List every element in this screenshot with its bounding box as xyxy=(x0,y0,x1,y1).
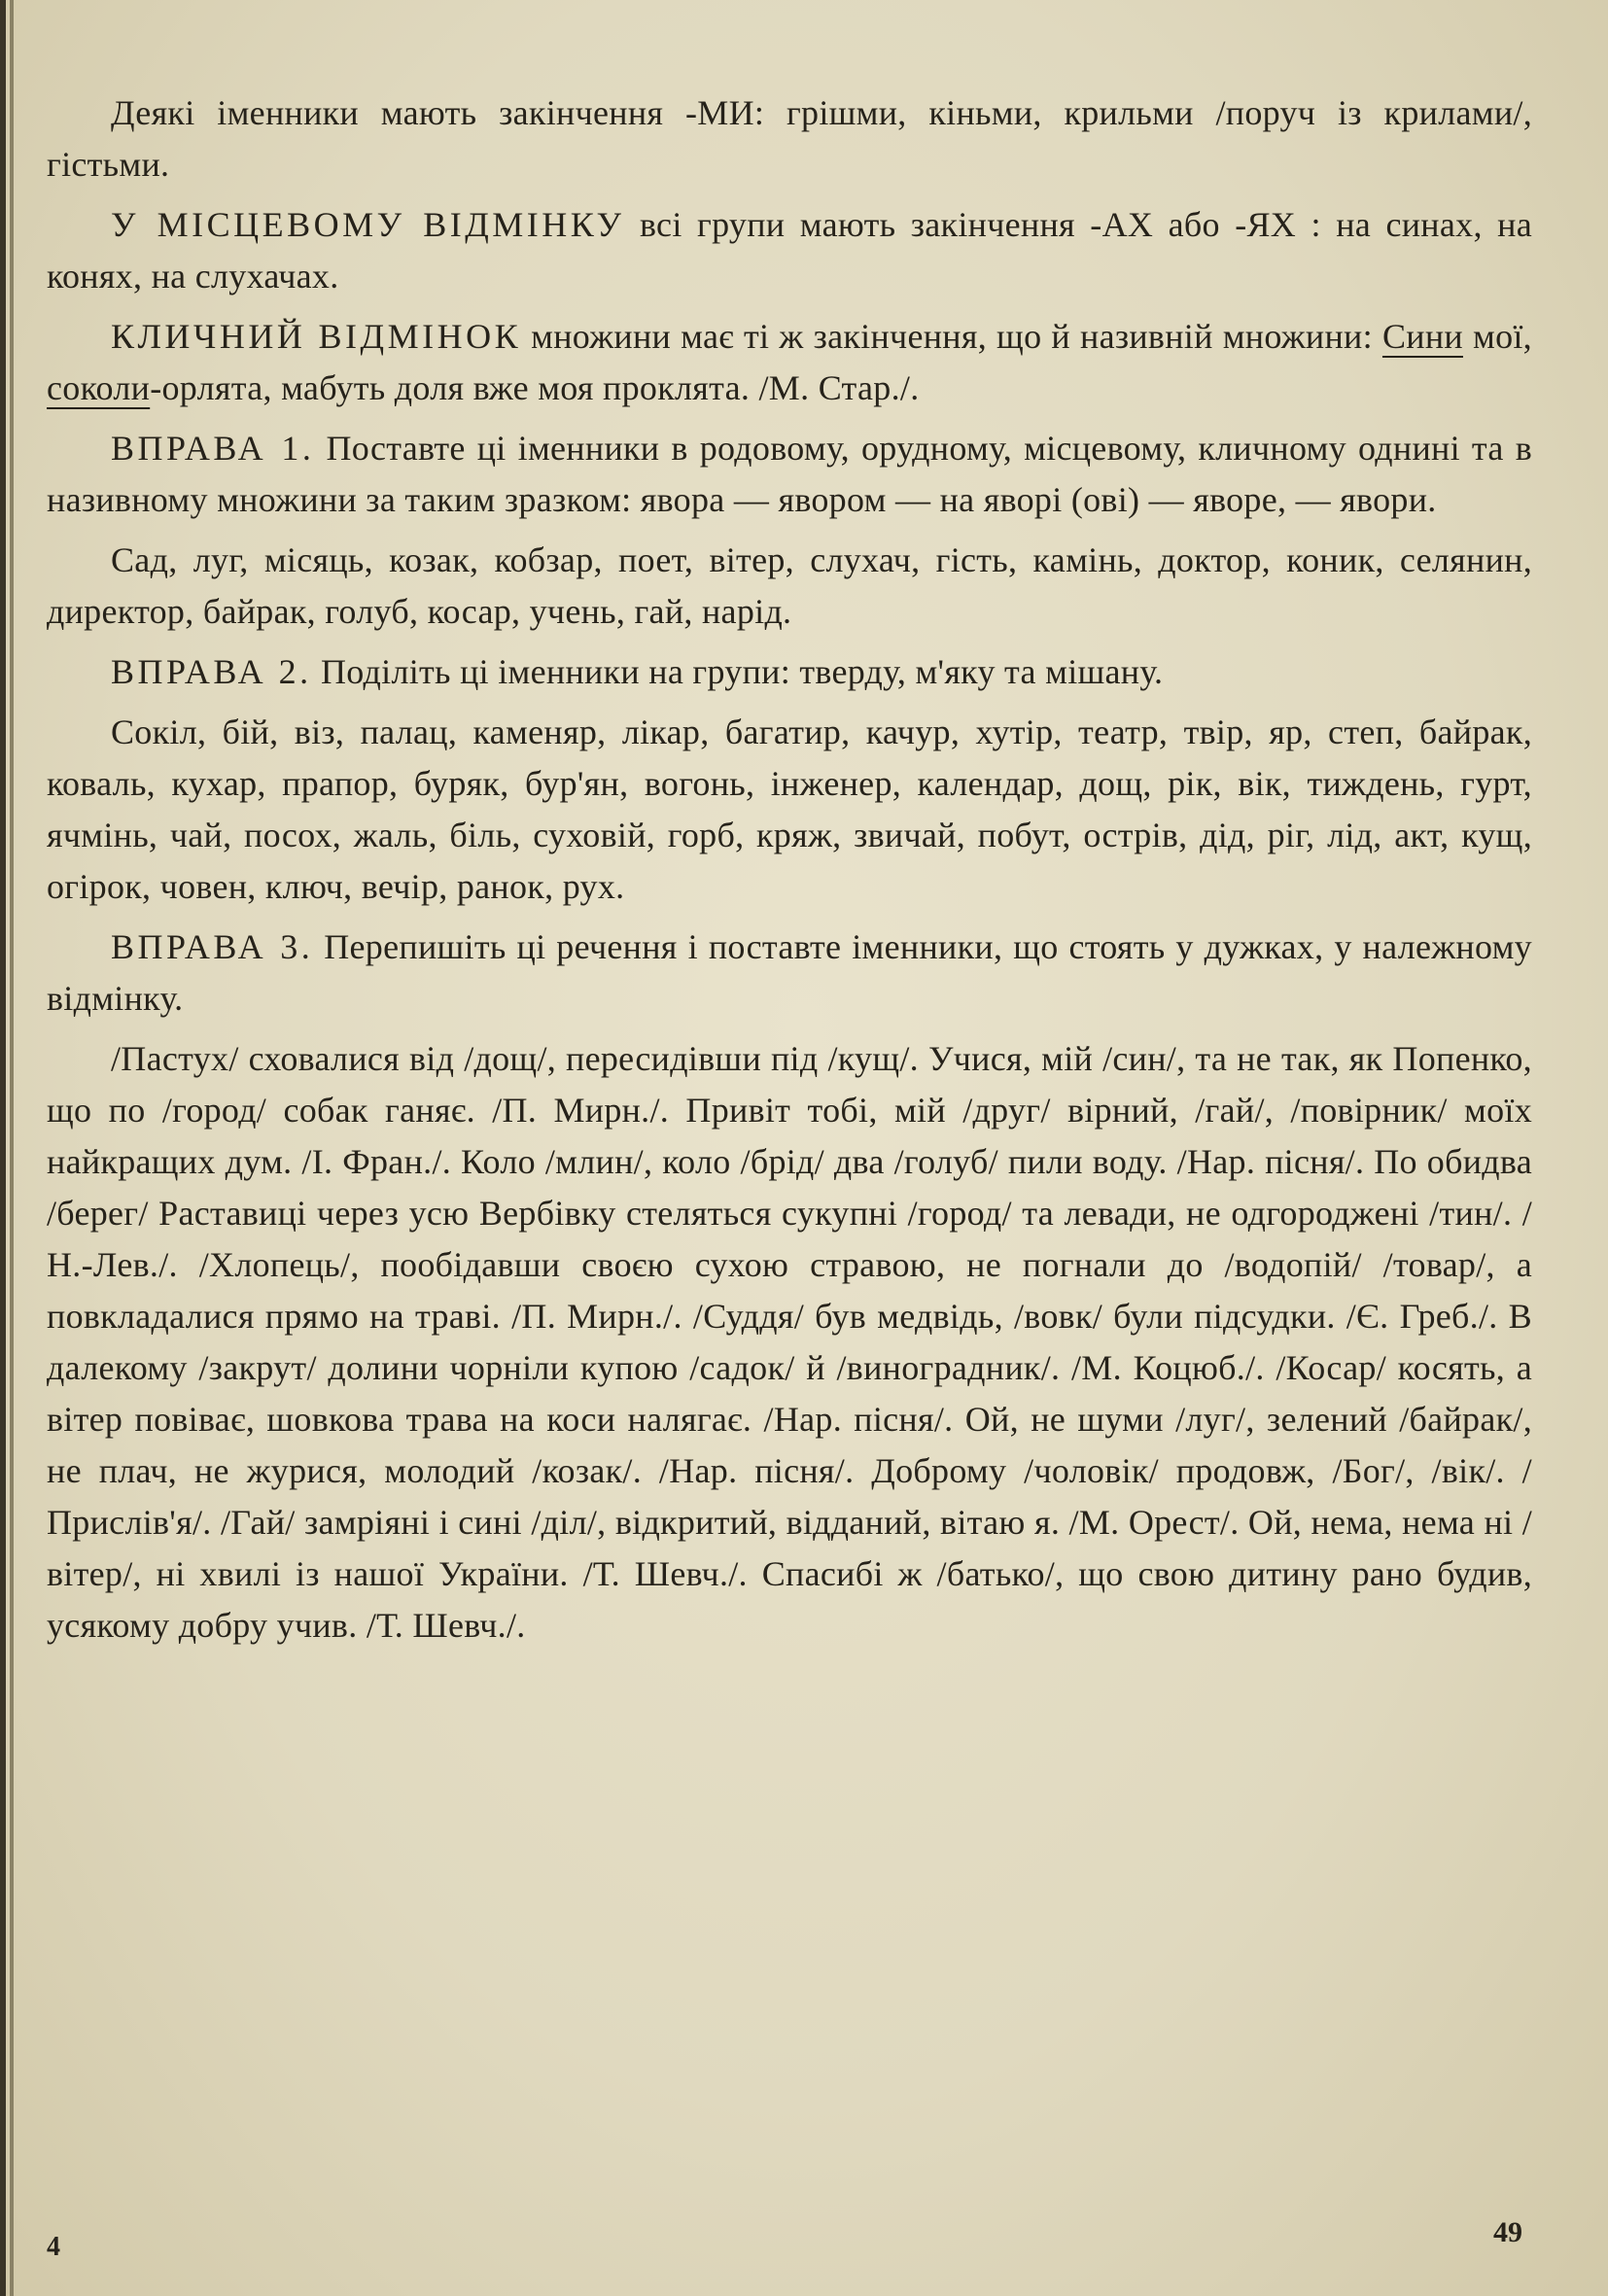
exercise-1-instruction xyxy=(47,423,1532,526)
exercise-2-instruction xyxy=(47,646,1532,698)
underlined-example-2: соколи xyxy=(47,368,151,407)
paragraph-locative-case xyxy=(47,199,1532,302)
exercise-1-text: Поставте ці іменники в родовому, орудному, місцевому, кличному однині та в називному множини за таким зразком: явора — явором — на яворі (ові) — яворе, — явори. xyxy=(47,429,1533,519)
page-binding-edge xyxy=(0,0,6,2296)
exercise-2-word-list: Сокіл, бій, віз, палац, каменяр, лікар, багатир, качур, хутір, театр, твір, яр, степ, байрак, коваль, кухар, прапор, буряк, бур'ян, вогонь, інженер, календар, дощ, рік, вік, тиждень, гурт, ячмінь, чай, посох, жаль, біль, суховій, горб, кряж, звичай, побут, острів, дід, ріг, лід, акт, кущ, огірок, човен, ключ, вечір, ранок, рух. xyxy=(47,713,1532,906)
page-number: 49 xyxy=(1493,2216,1522,2248)
vocative-case-heading: КЛИЧНИЙ ВІДМІНОК xyxy=(111,317,522,356)
page-content xyxy=(47,87,1532,1660)
exercise-1-title: ВПРАВА 1. xyxy=(111,429,315,468)
vocative-case-text-1: множини має ті ж закінчення, що й називній множини: xyxy=(521,317,1382,356)
paragraph-vocative-case xyxy=(47,311,1532,414)
vocative-case-text-2: мої, xyxy=(1462,317,1532,356)
exercise-2-text: Поділіть ці іменники на групи: тверду, м'яку та мішану. xyxy=(311,652,1164,691)
locative-case-text: всі групи мають закінчення -АХ або -ЯХ : на синах, на конях, на слухачах. xyxy=(47,205,1532,296)
exercise-3-instruction xyxy=(47,922,1532,1025)
printer-signature-mark: 4 xyxy=(47,2232,60,2262)
exercise-3-title: ВПРАВА 3. xyxy=(111,927,314,966)
locative-case-heading: У МІСЦЕВОМУ ВІДМІНКУ xyxy=(111,205,625,244)
exercise-2-title: ВПРАВА 2. xyxy=(111,652,312,691)
exercise-1-word-list: Сад, луг, місяць, козак, кобзар, поет, вітер, слухач, гість, камінь, доктор, коник, селянин, директор, байрак, голуб, косар, учень, гай, нарід. xyxy=(47,540,1532,631)
exercise-3-text: Перепишіть ці речення і поставте іменники, що стоять у дужках, у належному відмінку. xyxy=(47,927,1532,1018)
paragraph-instrumental-endings: Деякі іменники мають закінчення -МИ: грішми, кіньми, крильми /поруч із крилами/, гістьми. xyxy=(47,93,1532,184)
vocative-case-text-3: -орлята, мабуть доля вже моя проклята. /М. Стар./. xyxy=(150,368,920,407)
underlined-example-1: Сини xyxy=(1381,317,1463,356)
page-binding-shadow xyxy=(10,0,14,2296)
exercise-3-sentences: /Пастух/ сховалися від /дощ/, пересидівши під /кущ/. Учися, мій /син/, та не так, як Попенко, що по /город/ собак ганяє. /П. Мирн./. Привіт тобі, мій /друг/ вірний, /гай/, /повірник/ моїх найкращих дум. /І. Фран./. Коло /млин/, коло /брід/ два /голуб/ пили воду. /Нар. пісня/. По обидва /берег/ Раставиці через усю Вербівку стеляться сукупні /город/ та левади, не одгороджені /тин/. /Н.-Лев./. /Хлопець/, пообідавши своєю сухою стравою, не погнали до /водопій/ /товар/, а повкладалися прямо на траві. /П. Мирн./. /Суддя/ був медвідь, /вовк/ були підсудки. /Є. Греб./. В далекому /закрут/ долини чорніли купою /садок/ й /виноградник/. /М. Коцюб./. /Косар/ косять, а вітер повіває, шовкова трава на коси налягає. /Нар. пісня/. Ой, не шуми /луг/, зелений /байрак/, не плач, не журися, молодий /козак/. /Нар. пісня/. Доброму /чоловік/ продовж, /Бог/, /вік/. /Прислів'я/. /Гай/ замріяні і сині /діл/, відкритий, відданий, вітаю я. /М. Орест/. Ой, нема, нема ні /вітер/, ні хвилі із нашої України. /Т. Шевч./. Спасибі ж /батько/, що свою дитину рано будив, усякому добру учив. /Т. Шевч./. xyxy=(47,1039,1532,1645)
